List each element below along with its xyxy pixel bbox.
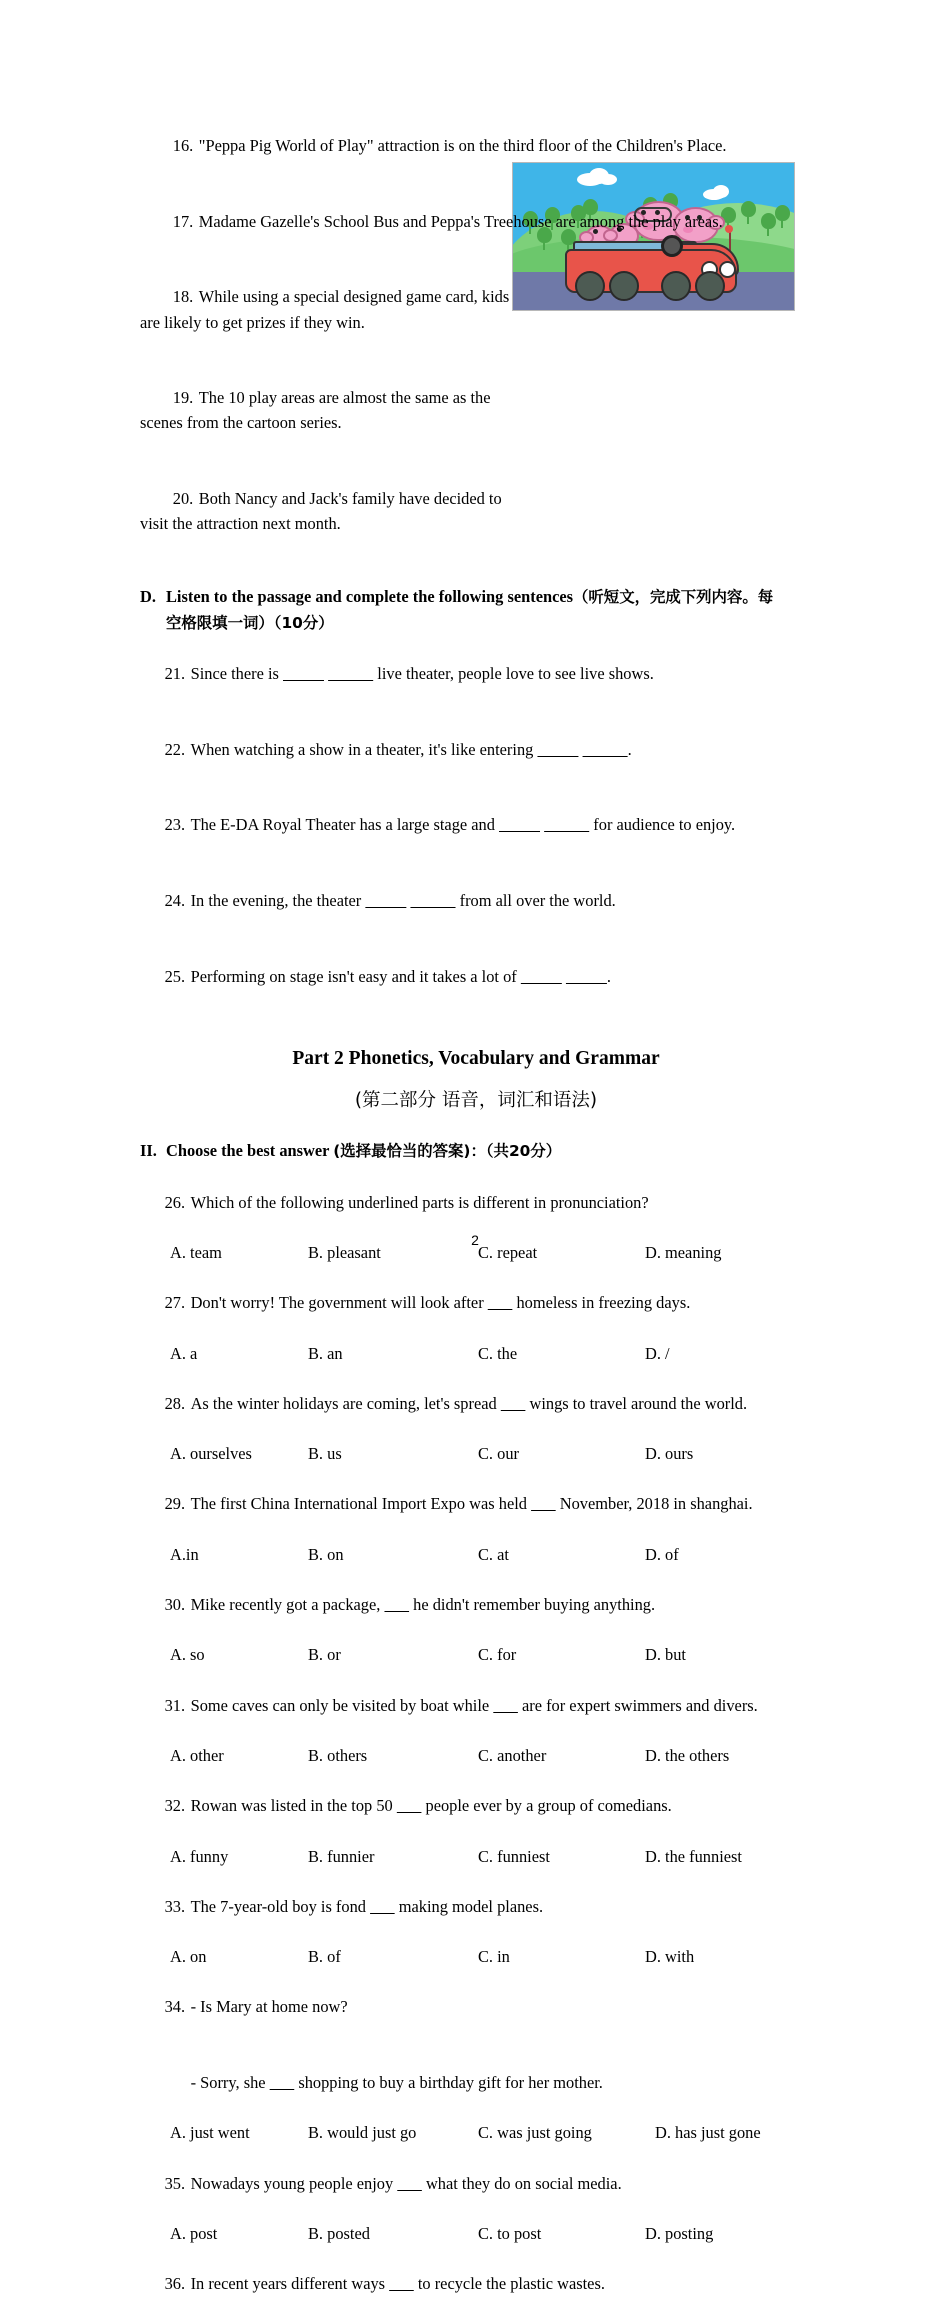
answer-blank[interactable] (583, 740, 628, 759)
answer-blank[interactable] (521, 967, 562, 986)
answer-blank[interactable] (544, 815, 589, 834)
option-b[interactable]: B. funnier (308, 1846, 375, 1866)
fill-blank-question (140, 939, 812, 1015)
option-d[interactable]: D. with (645, 1947, 695, 1967)
choice-question-stem (140, 1164, 812, 1240)
item-text: Madame Gazelle's School Bus and Peppa's Treehouse are among the play areas. (198, 211, 723, 231)
question-text-pre: The first China International Import Expo was held (190, 1494, 532, 1514)
option-a[interactable]: A. on (170, 1947, 207, 1967)
list-item (140, 360, 510, 461)
choice-question-stem (140, 2145, 812, 2221)
choice-options-row (140, 1944, 812, 1969)
question-text-pre: In the evening, the theater (190, 891, 366, 911)
option-c[interactable]: C. for (478, 1645, 517, 1665)
choice-options-row (140, 1341, 812, 1366)
section-ii-numeral: II. (140, 1141, 157, 1161)
question-number: 26. (164, 1192, 186, 1212)
option-b[interactable]: B. of (308, 1947, 341, 1967)
option-a[interactable]: A. post (170, 2224, 218, 2244)
choice-question-stem (140, 2246, 812, 2322)
section-d-heading-line2 (140, 610, 812, 636)
fill-blank-question (140, 636, 812, 712)
section-d-title: Listen to the passage and complete the following sentences (166, 586, 574, 606)
question-number: 25. (164, 966, 186, 986)
question-text-post: November, 2018 in shanghai. (555, 1494, 753, 1514)
question-number: 22. (164, 739, 186, 759)
question-text-pre: The E-DA Royal Theater has a large stage and (190, 815, 500, 835)
answer-blank[interactable] (328, 664, 373, 683)
question-text-post: are for expert swimmers and divers. (517, 1695, 758, 1715)
question-number: 36. (164, 2274, 186, 2294)
question-text: Which of the following underlined parts is different in pronunciation? (190, 1192, 649, 1212)
item-text: The 10 play areas are almost the same as the scenes from the cartoon series. (140, 388, 495, 433)
section-d-heading (140, 584, 812, 610)
section-ii-score: 20 (508, 1142, 531, 1161)
question-text-post: homeless in freezing days. (512, 1293, 691, 1313)
answer-blank[interactable] (410, 891, 455, 910)
section-d-score: 10 (281, 613, 303, 632)
answer-blank[interactable] (270, 2073, 295, 2092)
choice-question-stem (140, 1869, 812, 1945)
question-text-post: wings to travel around the world. (525, 1393, 748, 1413)
option-b[interactable]: B. posted (308, 2224, 370, 2244)
question-text-post: shopping to buy a birthday gift for her mother. (294, 2073, 603, 2092)
section-ii-heading (140, 1138, 812, 1164)
option-d[interactable]: D. but (645, 1645, 686, 1665)
question-text-pre: Mike recently got a package, (190, 1594, 385, 1614)
section-d-letter: D. (140, 586, 156, 606)
question-text-pre: Some caves can only be visited by boat while (190, 1695, 494, 1715)
listening-statements-block (140, 108, 812, 562)
choice-options-row (140, 2120, 812, 2145)
option-b[interactable]: B. us (308, 1444, 342, 1464)
option-d[interactable]: D. posting (645, 2224, 714, 2244)
item-number: 18. (172, 287, 194, 307)
option-a[interactable]: A. ourselves (170, 1444, 252, 1464)
section-d-cn-line2-pre: 空格限填一词）（ (166, 613, 282, 632)
section-d-cn-line2-post: 分） (302, 613, 334, 632)
option-d[interactable]: D. of (645, 1544, 679, 1564)
list-item (140, 259, 514, 360)
question-number: 33. (164, 1896, 186, 1916)
choice-question-stem (140, 1567, 812, 1643)
question-number: 28. (164, 1393, 186, 1413)
choice-question-stem (140, 1969, 812, 2045)
option-a[interactable]: A. just went (170, 2123, 250, 2143)
question-text-post: to recycle the plastic wastes. (413, 2274, 605, 2294)
part-2-title-chinese (140, 1086, 812, 1116)
choice-question-stem-line2 (140, 2045, 812, 2121)
question-number: 21. (164, 664, 186, 684)
question-number: 35. (164, 2173, 186, 2193)
question-text-post: he didn't remember buying anything. (409, 1594, 656, 1614)
question-number: 29. (164, 1494, 186, 1514)
option-b[interactable]: B. on (308, 1544, 344, 1564)
question-text-pre: In recent years different ways (190, 2274, 390, 2294)
question-text-post: for audience to enjoy. (589, 815, 736, 835)
option-b[interactable]: B. pleasant (308, 1242, 381, 1262)
option-c[interactable]: C. funniest (478, 1846, 550, 1866)
question-text-post: . (627, 739, 632, 759)
question-text-post: what they do on social media. (421, 2173, 622, 2193)
choice-options-row (140, 2221, 812, 2246)
list-item (140, 461, 510, 562)
option-b[interactable]: B. others (308, 1745, 368, 1765)
option-d[interactable]: D. ours (645, 1444, 694, 1464)
answer-blank[interactable] (493, 1696, 518, 1715)
option-a[interactable]: A. a (170, 1343, 198, 1363)
option-d[interactable]: D. has just gone (655, 2123, 761, 2143)
option-d[interactable]: D. the funniest (645, 1846, 742, 1866)
question-text: - Is Mary at home now? (190, 1997, 348, 2017)
page-content (140, 108, 812, 2322)
section-ii-cn-paren: (选择最恰当的答案) (333, 1142, 471, 1161)
answer-blank[interactable] (537, 740, 578, 759)
question-number: 23. (164, 815, 186, 835)
item-text: "Peppa Pig World of Play" attraction is on the third floor of the Children's Place. (198, 136, 727, 156)
question-number: 32. (164, 1796, 186, 1816)
choice-question-stem (140, 1466, 812, 1542)
option-a[interactable]: A. other (170, 1745, 224, 1765)
question-number: 24. (164, 891, 186, 911)
list-item (140, 108, 812, 184)
question-text-pre: When watching a show in a theater, it's like entering (190, 739, 538, 759)
option-c[interactable]: C. in (478, 1947, 510, 1967)
answer-blank[interactable] (389, 2274, 414, 2293)
option-a[interactable]: A. funny (170, 1846, 229, 1866)
option-d[interactable]: D. the others (645, 1745, 730, 1765)
item-number: 20. (172, 489, 194, 509)
question-number: 30. (164, 1594, 186, 1614)
section-d-cn-line1: （听短文，完成下列内容。每 (573, 587, 774, 606)
fill-blank-question (140, 787, 812, 863)
option-d[interactable]: D. meaning (645, 1242, 722, 1262)
part-2-title: Part 2 Phonetics, Vocabulary and Grammar (292, 1048, 660, 1070)
fill-blank-question (140, 863, 812, 939)
item-number: 17. (172, 211, 194, 231)
option-b[interactable]: B. would just go (308, 2123, 417, 2143)
option-a[interactable]: A. team (170, 1242, 222, 1262)
answer-blank[interactable] (384, 1595, 409, 1614)
question-text-pre: Don't worry! The government will look after (190, 1293, 488, 1313)
section-ii-cn-post: 分） (530, 1142, 562, 1161)
option-a[interactable]: A.in (170, 1544, 199, 1564)
part-2-title-cn-text: (第二部分 语音，词汇和语法) (354, 1090, 598, 1112)
choice-question-stem (140, 1366, 812, 1442)
item-number: 16. (172, 136, 194, 156)
choice-question-stem (140, 1265, 812, 1341)
answer-blank[interactable] (365, 891, 406, 910)
item-text: Both Nancy and Jack's family have decided to visit the attraction next month. (140, 489, 506, 534)
question-number: 27. (164, 1293, 186, 1313)
question-text-post: . (606, 966, 612, 986)
question-text-pre: The 7-year-old boy is fond (190, 1896, 371, 1916)
answer-blank[interactable] (499, 815, 540, 834)
question-text-pre: Nowadays young people enjoy (190, 2173, 398, 2193)
option-c[interactable]: C. the (478, 1343, 518, 1363)
choice-options-row (140, 1642, 812, 1667)
choice-options-row (140, 1743, 812, 1768)
question-text-pre: Since there is (190, 664, 283, 684)
question-text-pre: Performing on stage isn't easy and it takes a lot of (190, 966, 521, 986)
option-c[interactable]: C. was just going (478, 2123, 592, 2143)
list-item (140, 184, 812, 260)
question-text-post: from all over the world. (455, 891, 616, 911)
section-ii-title: Choose the best answer (166, 1141, 330, 1161)
option-a[interactable]: A. so (170, 1645, 205, 1665)
answer-blank[interactable] (397, 1796, 422, 1815)
choice-options-row (140, 1844, 812, 1869)
item-text: While using a special designed game card, kids are likely to get prizes if they win. (140, 287, 514, 332)
question-number: 31. (164, 1695, 186, 1715)
option-c[interactable]: C. another (478, 1745, 547, 1765)
question-text-pre: - Sorry, she (190, 2073, 270, 2092)
choice-question-stem (140, 1768, 812, 1844)
option-c[interactable]: C. repeat (478, 1242, 538, 1262)
answer-blank[interactable] (283, 664, 324, 683)
option-b[interactable]: B. an (308, 1343, 343, 1363)
option-d[interactable]: D. / (645, 1343, 670, 1363)
choice-options-row (140, 1441, 812, 1466)
fill-blank-question (140, 712, 812, 788)
question-text-post: live theater, people love to see live shows. (373, 664, 654, 684)
question-text-post: people ever by a group of comedians. (421, 1796, 672, 1816)
answer-blank[interactable] (531, 1494, 556, 1513)
section-ii-cn-colon: ：（共 (470, 1142, 509, 1161)
question-text-pre: Rowan was listed in the top 50 (190, 1796, 397, 1816)
option-c[interactable]: C. our (478, 1444, 519, 1464)
question-number: 34. (164, 1997, 186, 2017)
answer-blank[interactable] (397, 2174, 422, 2193)
answer-blank[interactable] (566, 967, 607, 986)
question-text-post: making model planes. (394, 1896, 544, 1916)
option-c[interactable]: C. to post (478, 2224, 542, 2244)
page-number: 2 (471, 1232, 479, 1248)
question-text-pre: As the winter holidays are coming, let's spread (190, 1393, 501, 1413)
answer-blank[interactable] (488, 1293, 513, 1312)
choice-question-stem (140, 1667, 812, 1743)
option-b[interactable]: B. or (308, 1645, 341, 1665)
choice-options-row (140, 1542, 812, 1567)
answer-blank[interactable] (501, 1394, 526, 1413)
item-number: 19. (172, 388, 194, 408)
option-c[interactable]: C. at (478, 1544, 509, 1564)
answer-blank[interactable] (370, 1897, 395, 1916)
